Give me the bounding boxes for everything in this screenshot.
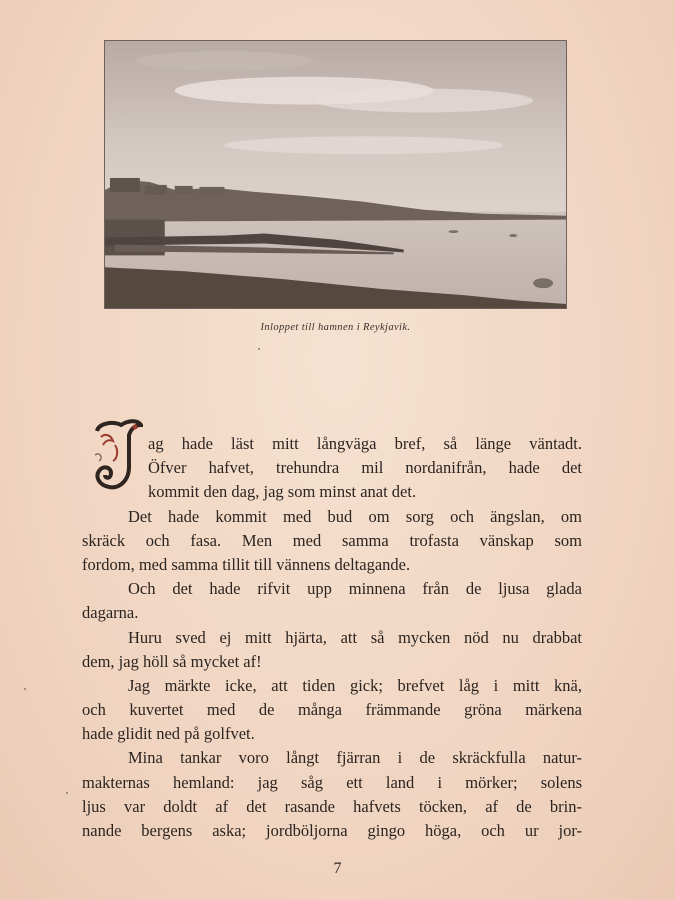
paper-speck xyxy=(258,348,260,350)
text-line: Det hade kommit med bud om sorg och ängslan, om xyxy=(128,506,582,526)
paper-speck xyxy=(66,792,68,794)
page-number: 7 xyxy=(333,860,342,877)
text-line: Mina tankar voro långt fjärran i de skräckfulla natur- xyxy=(128,748,582,768)
text-line: Öfver hafvet, trehundra mil nordanifrån, hade det xyxy=(148,458,582,478)
paper-speck xyxy=(24,688,26,690)
text-line: ag hade läst mitt långväga bref, så länge väntadt. xyxy=(148,434,582,453)
text-line: nande bergens aska; jordböljorna gingo höga, och ur jor- xyxy=(82,821,582,840)
photo-caption: Inloppet till hamnen i Reykjavik. xyxy=(260,322,411,333)
text-line: Jag märkte icke, att tiden gick; brefvet låg i mitt knä, xyxy=(128,675,582,695)
text-line: hade glidit ned på golfvet. xyxy=(82,724,255,744)
body-text xyxy=(82,432,582,843)
text-line: makternas hemland: jag såg ett land i mörker; solens xyxy=(82,772,582,792)
text-line: skräck och fasa. Men med samma trofasta vänskap som xyxy=(82,530,582,550)
text-line: dagarna. xyxy=(82,603,139,623)
text-line: och kuvertet med de många främmande gröna märkena xyxy=(82,700,582,720)
harbour-photograph xyxy=(104,40,567,309)
text-line: dem, jag höll så mycket af! xyxy=(82,651,262,671)
text-line: fordom, med samma tillit till vännens deltagande. xyxy=(82,554,411,574)
text-line: Huru sved ej mitt hjärta, att så mycken nöd nu drabbat xyxy=(128,627,582,647)
text-line: Och det hade rifvit upp minnena från de ljusa glada xyxy=(128,579,582,599)
ornamental-dropcap-j xyxy=(91,415,143,491)
harbour-photo-image xyxy=(105,41,566,308)
text-line: ljus var doldt af det rasande hafvets töcken, af de brin- xyxy=(82,796,582,816)
text-line: kommit den dag, jag som minst anat det. xyxy=(148,482,417,502)
